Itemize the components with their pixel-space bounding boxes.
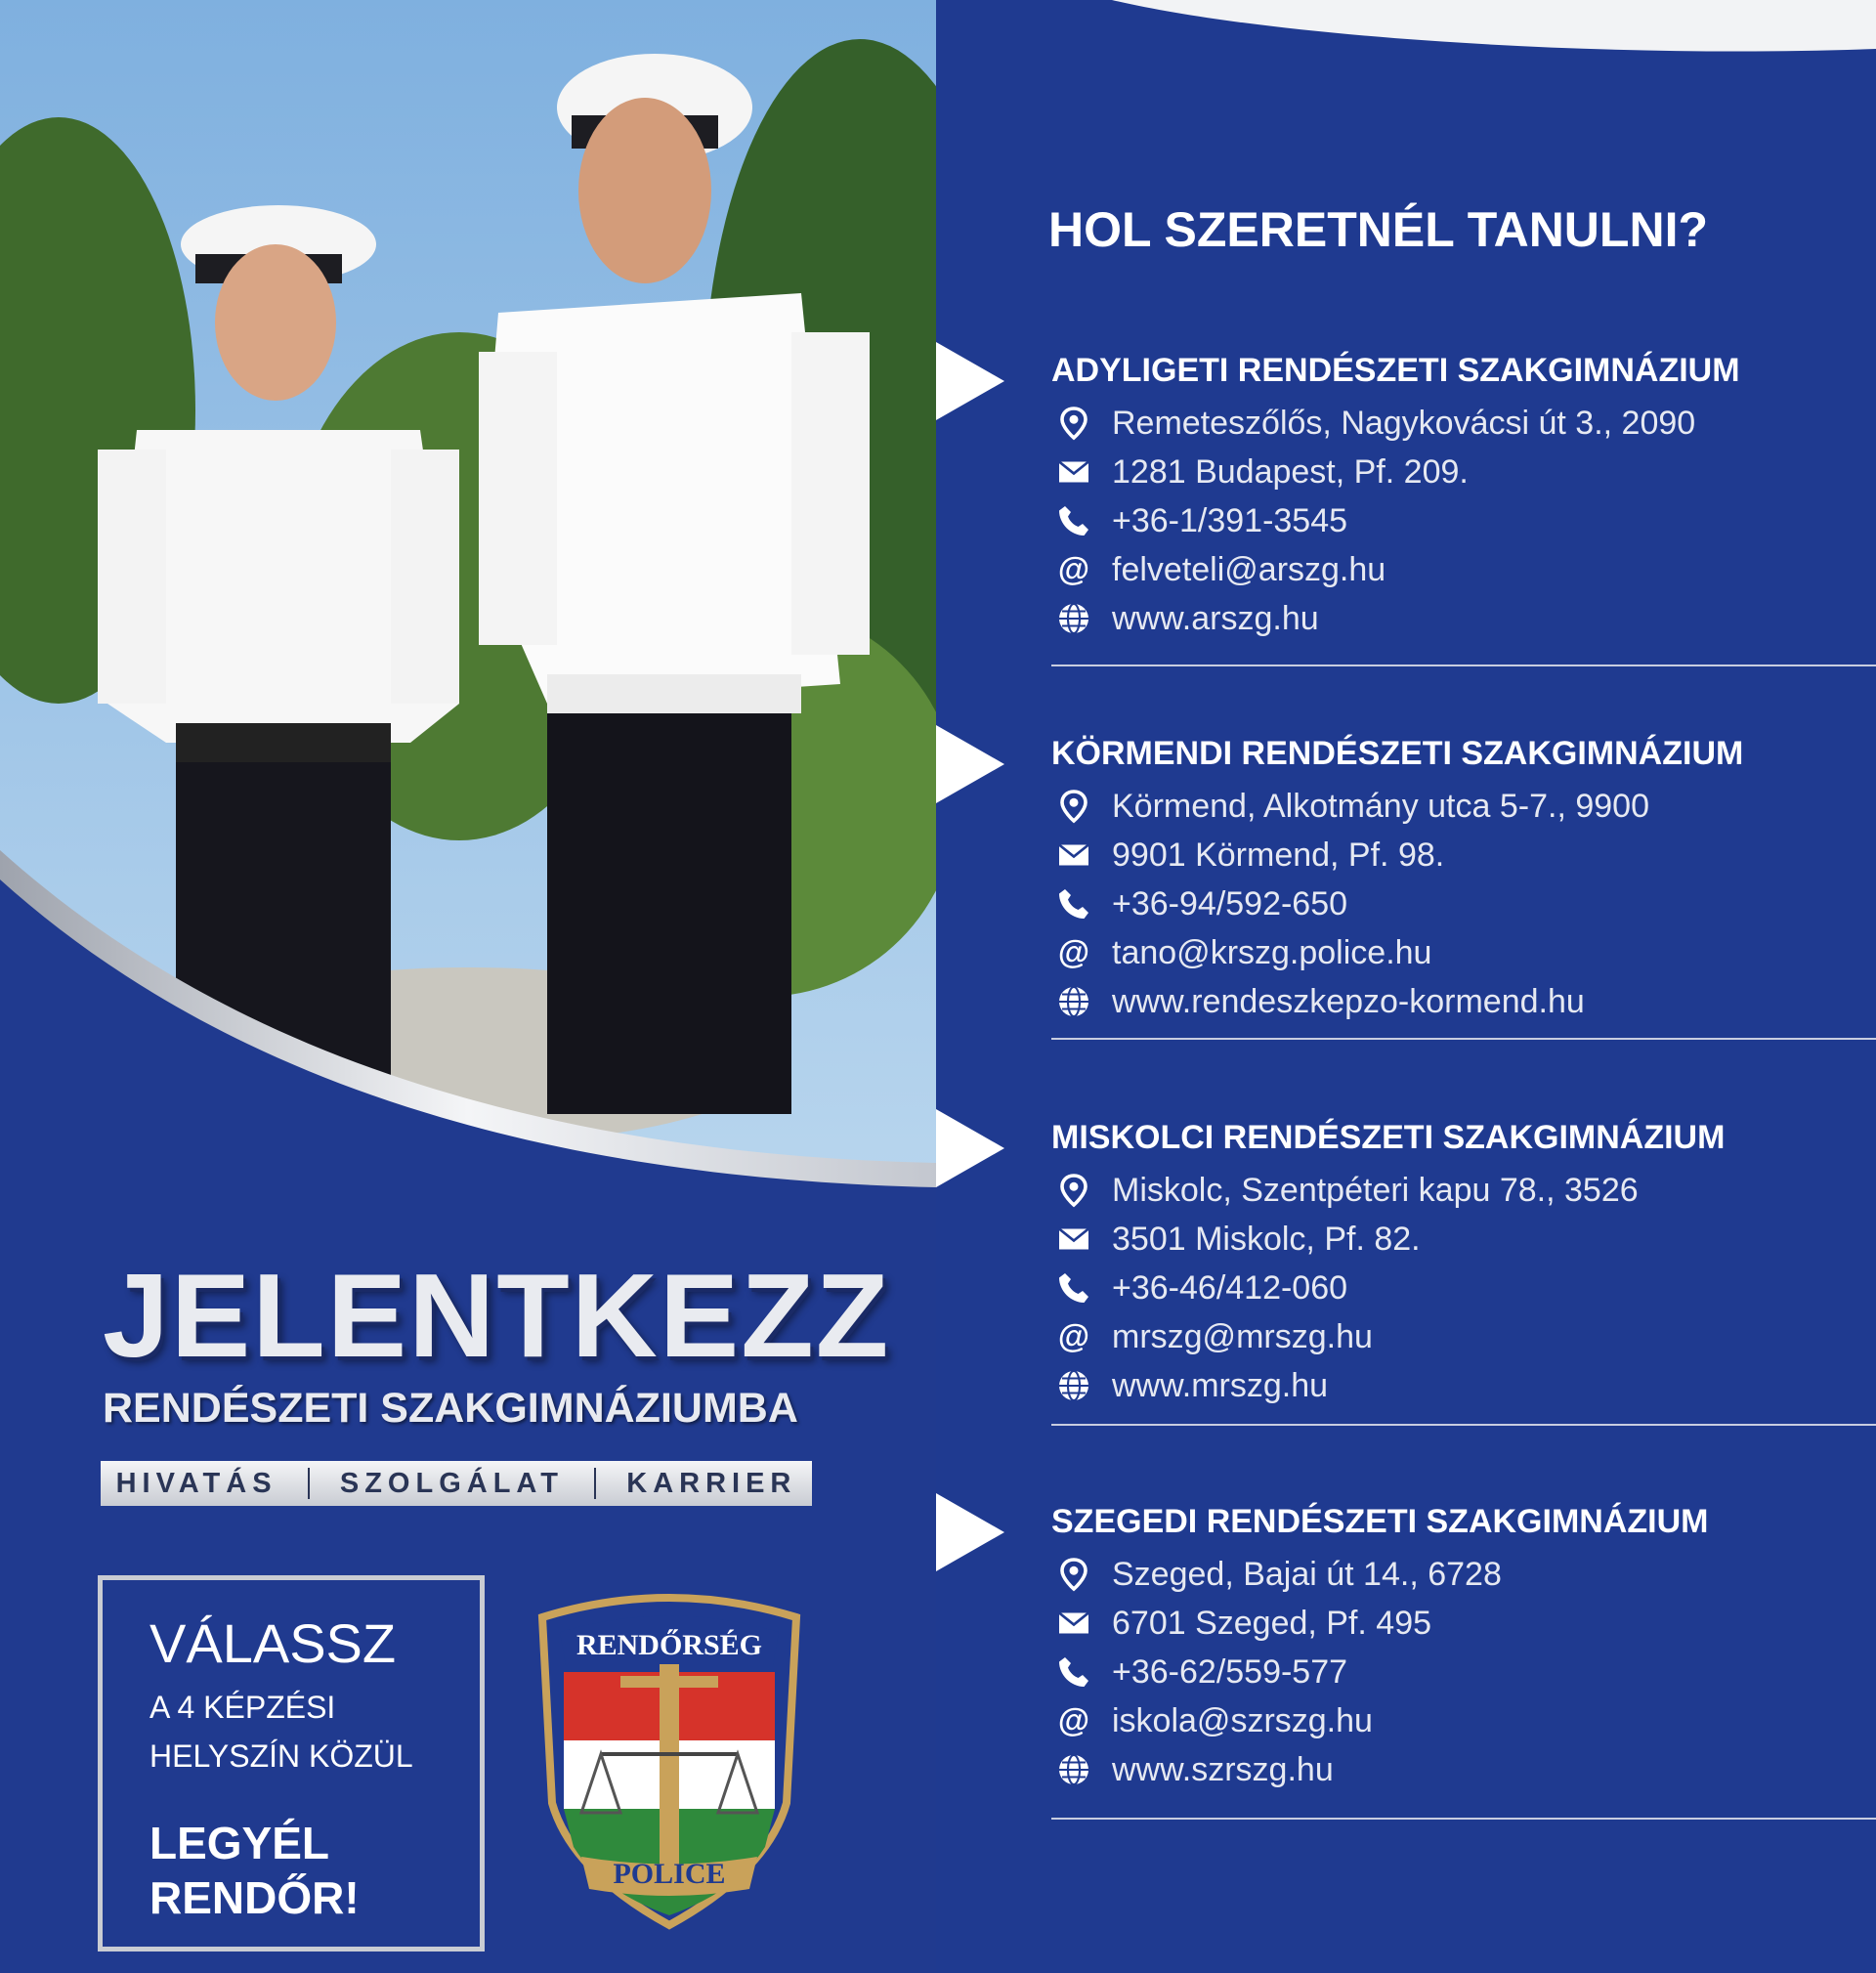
svg-text:@: @ (1057, 552, 1090, 587)
globe-icon (1051, 1363, 1096, 1408)
mail-text: 9901 Körmend, Pf. 98. (1112, 836, 1445, 874)
choose-title: VÁLASSZ (149, 1612, 397, 1674)
email-link[interactable]: felveteli@arszg.hu (1112, 550, 1386, 588)
choose-line-2: HELYSZÍN KÖZÜL (149, 1738, 413, 1774)
web-row (1051, 1747, 1334, 1792)
school-name: SZEGEDI RENDÉSZETI SZAKGIMNÁZIUM (1051, 1503, 1709, 1540)
web-row (1051, 1363, 1328, 1408)
tag-separator (308, 1468, 310, 1499)
badge-bottom-text: POLICE (613, 1858, 726, 1890)
email-row (1051, 547, 1386, 592)
mail-row (1051, 1217, 1421, 1262)
headline: JELENTKEZZ (103, 1249, 891, 1382)
address-text: Körmend, Alkotmány utca 5-7., 9900 (1112, 787, 1649, 825)
svg-text:@: @ (1057, 935, 1090, 970)
svg-text:@: @ (1057, 1319, 1090, 1354)
phone-text[interactable]: +36-46/412-060 (1112, 1268, 1348, 1307)
mail-text: 6701 Szeged, Pf. 495 (1112, 1604, 1432, 1642)
choose-bold-1: LEGYÉL (149, 1818, 330, 1868)
section-divider (1051, 665, 1876, 666)
web-link[interactable]: www.mrszg.hu (1112, 1366, 1329, 1404)
address-row (1051, 401, 1695, 446)
phone-text[interactable]: +36-1/391-3545 (1112, 501, 1348, 539)
envelope-icon (1051, 450, 1096, 494)
subheadline: RENDÉSZETI SZAKGIMNÁZIUMBA (103, 1385, 798, 1432)
address-row (1051, 784, 1649, 829)
email-link[interactable]: iskola@szrszg.hu (1112, 1701, 1373, 1739)
address-text: Miskolc, Szentpéteri kapu 78., 3526 (1112, 1171, 1639, 1209)
location-pin-icon (1051, 1168, 1096, 1213)
email-link[interactable]: tano@krszg.police.hu (1112, 933, 1432, 971)
email-row (1051, 930, 1431, 975)
phone-row (1051, 1265, 1347, 1310)
arrow-icon (936, 1493, 1004, 1571)
arrow-icon (936, 725, 1004, 803)
address-row (1051, 1168, 1639, 1213)
section-divider (1051, 1818, 1876, 1820)
phone-icon (1051, 1265, 1096, 1310)
school-name: ADYLIGETI RENDÉSZETI SZAKGIMNÁZIUM (1051, 352, 1740, 389)
mail-row (1051, 450, 1469, 494)
phone-icon (1051, 1650, 1096, 1694)
school-name: MISKOLCI RENDÉSZETI SZAKGIMNÁZIUM (1051, 1119, 1726, 1156)
right-panel (936, 0, 1876, 1973)
phone-icon (1051, 881, 1096, 926)
page-title: HOL SZERETNÉL TANULNI? (1048, 202, 1708, 257)
email-row (1051, 1314, 1373, 1359)
choose-bold-2: RENDŐR! (149, 1872, 360, 1923)
envelope-icon (1051, 833, 1096, 878)
arrow-icon (936, 342, 1004, 420)
email-row (1051, 1698, 1373, 1743)
police-badge-logo (523, 1578, 816, 1930)
globe-icon (1051, 979, 1096, 1024)
tag-karrier: KARRIER (626, 1467, 797, 1499)
mail-text: 3501 Miskolc, Pf. 82. (1112, 1220, 1421, 1258)
top-curve (936, 0, 1876, 59)
web-row (1051, 596, 1319, 641)
badge-top-text: RENDŐRSÉG (576, 1629, 763, 1661)
envelope-icon (1051, 1601, 1096, 1646)
location-pin-icon (1051, 784, 1096, 829)
mail-row (1051, 1601, 1431, 1646)
location-pin-icon (1051, 1552, 1096, 1597)
tag-szolgalat: SZOLGÁLAT (339, 1467, 564, 1499)
arrow-icon (936, 1109, 1004, 1187)
section-divider (1051, 1424, 1876, 1426)
email-link[interactable]: mrszg@mrszg.hu (1112, 1317, 1373, 1355)
at-sign-icon (1051, 1698, 1096, 1743)
globe-icon (1051, 596, 1096, 641)
phone-row (1051, 498, 1347, 543)
envelope-icon (1051, 1217, 1096, 1262)
tag-hivatas: HIVATÁS (115, 1467, 277, 1499)
tag-bar (101, 1461, 812, 1506)
web-row (1051, 979, 1585, 1024)
address-text: Szeged, Bajai út 14., 6728 (1112, 1555, 1502, 1593)
phone-row (1051, 1650, 1347, 1694)
web-link[interactable]: www.szrszg.hu (1112, 1750, 1334, 1788)
phone-row (1051, 881, 1347, 926)
phone-text[interactable]: +36-62/559-577 (1112, 1652, 1348, 1691)
left-panel (0, 0, 936, 1973)
globe-icon (1051, 1747, 1096, 1792)
choose-location-box (98, 1575, 485, 1952)
location-pin-icon (1051, 401, 1096, 446)
mail-row (1051, 833, 1444, 878)
svg-text:@: @ (1057, 1703, 1090, 1738)
choose-line-1: A 4 KÉPZÉSI (149, 1690, 336, 1725)
decorative-wave (0, 0, 936, 1212)
section-divider (1051, 1038, 1876, 1040)
mail-text: 1281 Budapest, Pf. 209. (1112, 452, 1469, 491)
address-row (1051, 1552, 1502, 1597)
web-link[interactable]: www.rendeszkepzo-kormend.hu (1112, 982, 1585, 1020)
at-sign-icon (1051, 1314, 1096, 1359)
web-link[interactable]: www.arszg.hu (1112, 599, 1319, 637)
address-text: Remeteszőlős, Nagykovácsi út 3., 2090 (1112, 404, 1696, 442)
phone-text[interactable]: +36-94/592-650 (1112, 884, 1348, 922)
phone-icon (1051, 498, 1096, 543)
school-name: KÖRMENDI RENDÉSZETI SZAKGIMNÁZIUM (1051, 735, 1744, 772)
tag-separator (594, 1468, 596, 1499)
at-sign-icon (1051, 930, 1096, 975)
at-sign-icon (1051, 547, 1096, 592)
